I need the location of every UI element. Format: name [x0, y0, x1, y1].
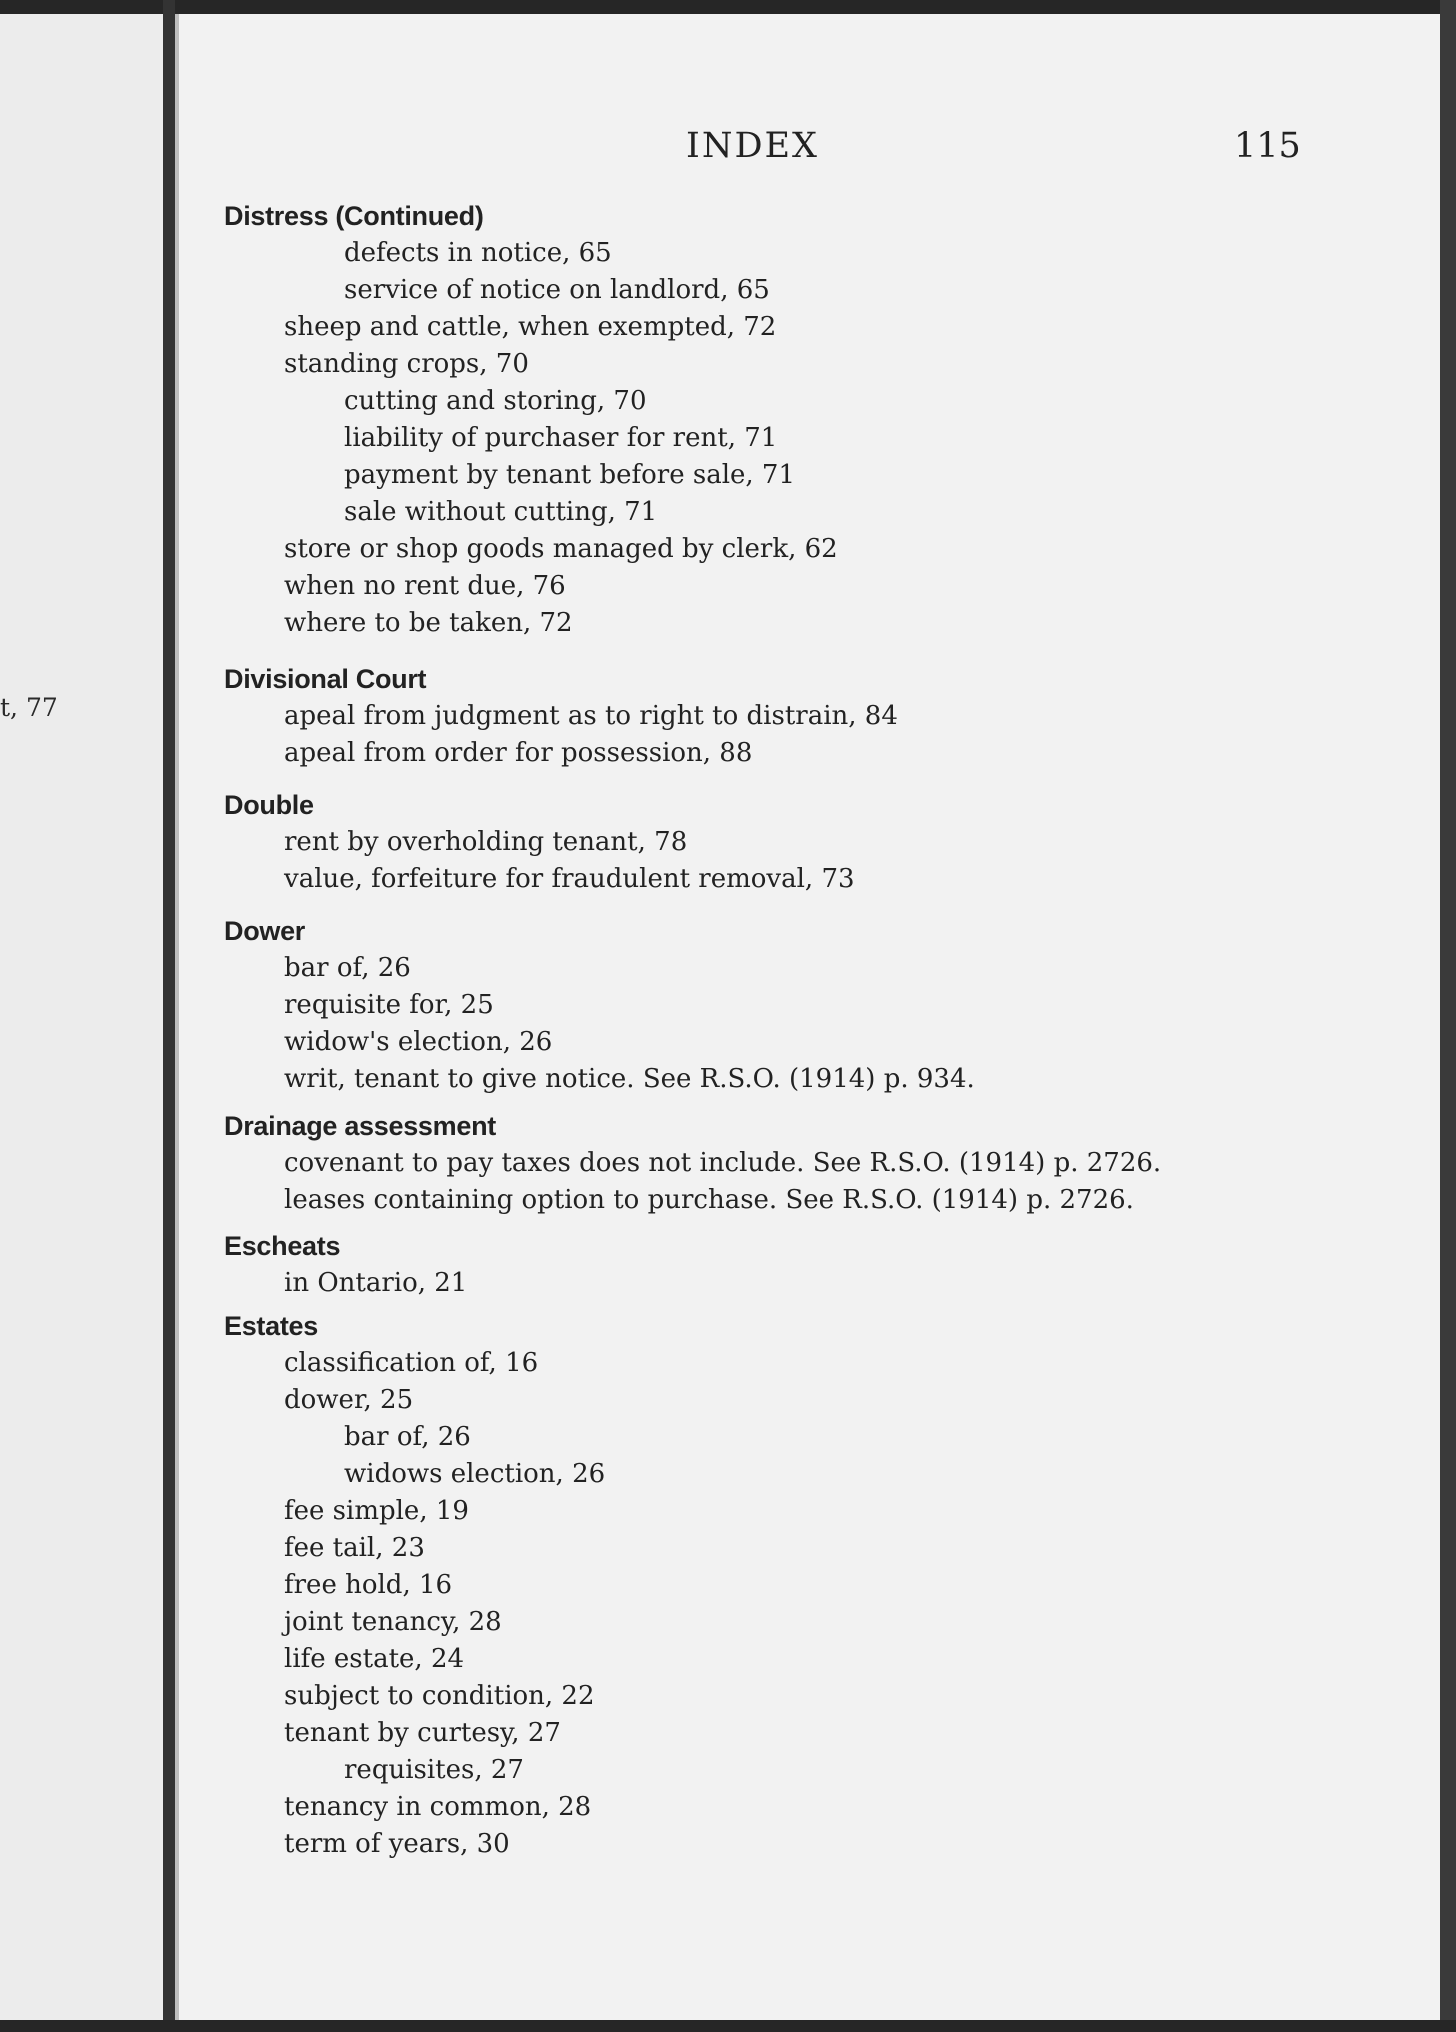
index-entry: in Ontario, 21	[284, 1268, 468, 1298]
index-entry: covenant to pay taxes does not include. See R.S.O. (1914) p. 2726.	[284, 1148, 1162, 1178]
index-heading: Escheats	[224, 1231, 341, 1261]
index-entry: payment by tenant before sale, 71	[344, 460, 796, 490]
index-entry: tenancy in common, 28	[284, 1792, 592, 1822]
index-entry: bar of, 26	[284, 953, 411, 983]
index-entry: standing crops, 70	[284, 349, 529, 379]
index-heading: Divisional Court	[224, 664, 427, 694]
index-entry: service of notice on landlord, 65	[344, 275, 770, 305]
index-entry: subject to condition, 22	[284, 1681, 595, 1711]
index-entry: apeal from judgment as to right to distrain, 84	[284, 701, 898, 731]
index-entry: sheep and cattle, when exempted, 72	[284, 312, 777, 342]
index-entry: cutting and storing, 70	[344, 386, 647, 416]
index-entry: defects in notice, 65	[344, 238, 612, 268]
index-heading: Drainage assessment	[224, 1111, 496, 1141]
index-entry: apeal from order for possession, 88	[284, 738, 753, 768]
index-heading: Estates	[224, 1311, 318, 1341]
index-entry: rent by overholding tenant, 78	[284, 827, 688, 857]
index-entry: writ, tenant to give notice. See R.S.O. (1914) p. 934.	[284, 1064, 975, 1094]
index-entry: where to be taken, 72	[284, 608, 573, 638]
index-entry: leases containing option to purchase. See R.S.O. (1914) p. 2726.	[284, 1185, 1134, 1215]
index-entry: store or shop goods managed by clerk, 62	[284, 534, 838, 564]
index-entry: dower, 25	[284, 1385, 414, 1415]
index-entry: joint tenancy, 28	[284, 1607, 502, 1637]
index-entry: term of years, 30	[284, 1829, 510, 1859]
index-entry: liability of purchaser for rent, 71	[344, 423, 778, 453]
index-entry: sale without cutting, 71	[344, 497, 658, 527]
index-entry: widow's election, 26	[284, 1027, 553, 1057]
index-entry: when no rent due, 76	[284, 571, 566, 601]
margin-fragment: t, 77	[0, 693, 58, 722]
index-entry: tenant by curtesy, 27	[284, 1718, 561, 1748]
page-title: INDEX	[686, 126, 819, 166]
index-entry: widows election, 26	[344, 1459, 606, 1489]
index-entry: fee tail, 23	[284, 1533, 425, 1563]
index-entry: requisite for, 25	[284, 990, 494, 1020]
index-entry: free hold, 16	[284, 1570, 453, 1600]
index-entry: requisites, 27	[344, 1755, 524, 1785]
index-entry: classification of, 16	[284, 1348, 539, 1378]
index-entry: value, forfeiture for fraudulent removal, 73	[284, 864, 855, 894]
index-entry: life estate, 24	[284, 1644, 465, 1674]
page-number: 115	[1234, 126, 1301, 166]
index-heading: Double	[224, 790, 314, 820]
index-entry: bar of, 26	[344, 1422, 471, 1452]
index-entry: fee simple, 19	[284, 1496, 469, 1526]
index-heading: Dower	[224, 916, 306, 946]
index-heading: Distress (Continued)	[224, 201, 484, 231]
